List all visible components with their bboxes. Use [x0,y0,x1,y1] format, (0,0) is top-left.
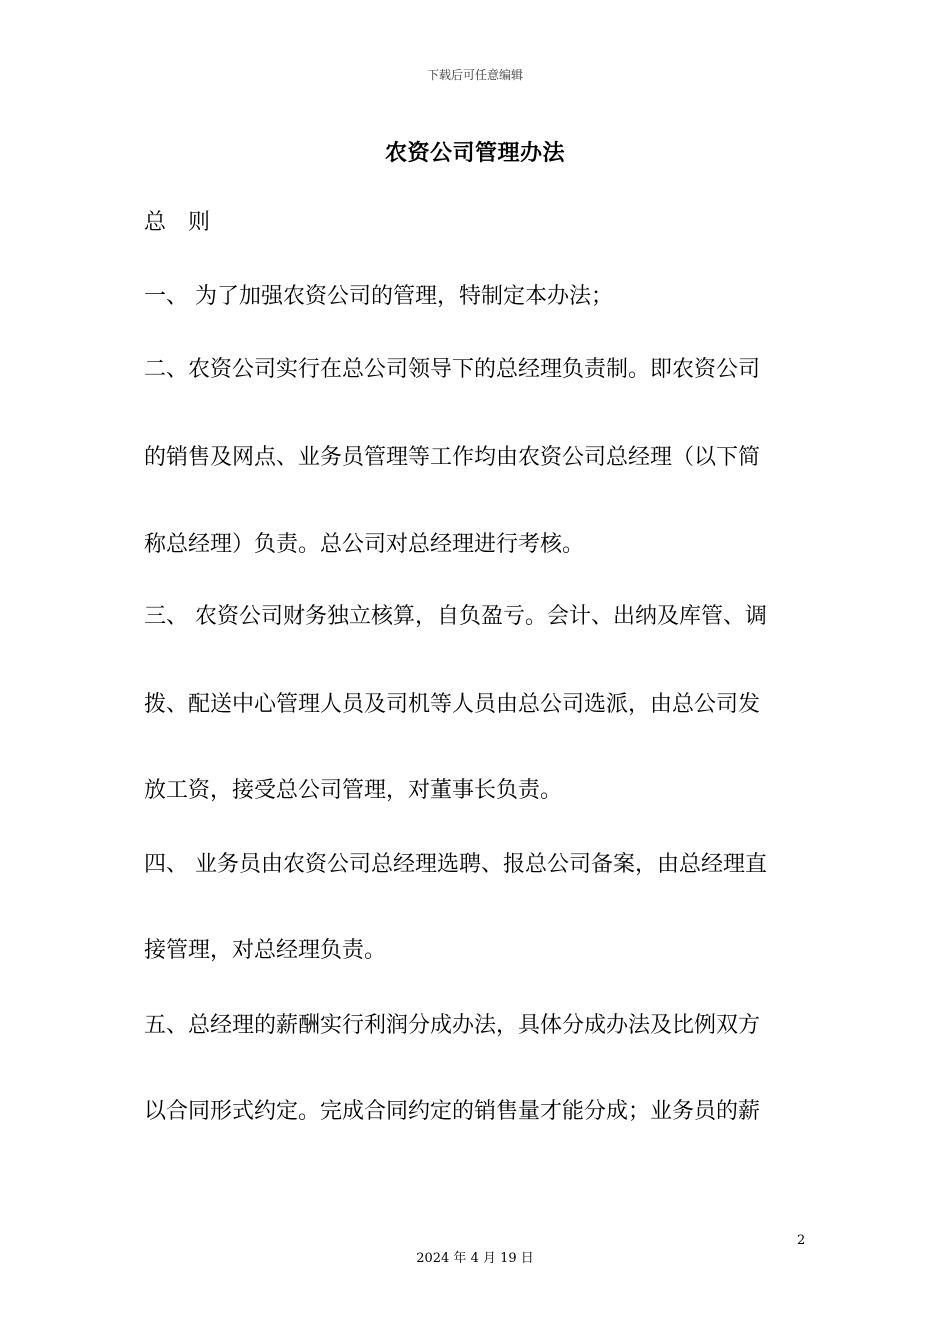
document-title: 农资公司管理办法 [384,141,565,166]
paragraph-line: 以合同形式约定。完成合同约定的销售量才能分成；业务员的薪 [144,1099,761,1124]
section-heading: 总 则 [144,210,211,235]
paragraph-line: 四、 业务员由农资公司总经理选聘、报总公司备案，由总经理直 [144,852,767,877]
paragraph-line: 拨、配送中心管理人员及司机等人员由总公司选派，由总公司发 [144,692,761,717]
paragraph-line: 三、 农资公司财务独立核算，自负盈亏。会计、出纳及库管、调 [144,604,767,629]
paragraph-line: 放工资，接受总公司管理，对董事长负责。 [144,778,563,803]
paragraph-line: 一、 为了加强农资公司的管理，特制定本办法； [144,284,613,309]
paragraph-line: 接管理，对总经理负责。 [144,938,387,963]
paragraph-line: 二、农资公司实行在总公司领导下的总经理负责制。即农资公司 [144,357,761,382]
paragraph-line: 的销售及网点、业务员管理等工作均由农资公司总经理（以下简 [144,445,761,470]
page-number: 2 [797,1233,806,1248]
header-note: 下载后可任意编辑 [426,68,523,82]
paragraph-line: 五、总经理的薪酬实行利润分成办法，具体分成办法及比例双方 [144,1013,761,1038]
footer-date: 2024 年 4 月 19 日 [416,1251,534,1266]
paragraph-line: 称总经理）负责。总公司对总经理进行考核。 [144,532,585,557]
